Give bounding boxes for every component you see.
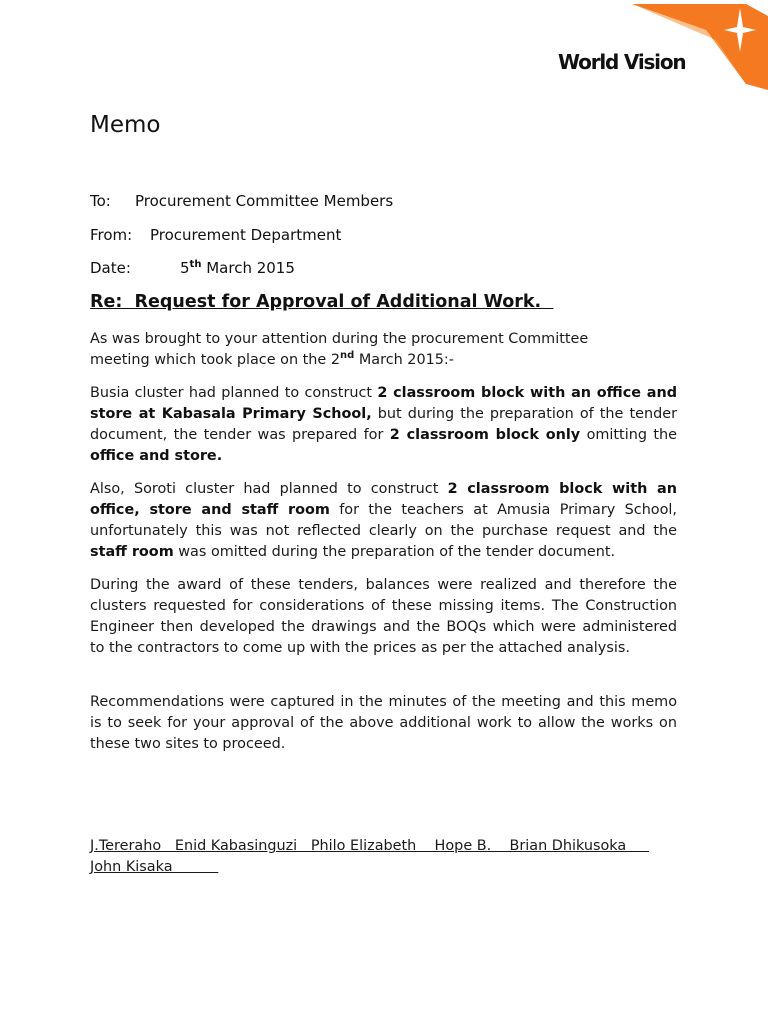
signatories-line-2: John Kisaka bbox=[90, 859, 219, 875]
paragraph-soroti bbox=[90, 479, 677, 563]
soroti-text-d: was omitted during the preparation of the tender document. bbox=[173, 544, 616, 560]
paragraph-intro bbox=[90, 329, 677, 371]
logo-text: World Vision bbox=[558, 50, 686, 74]
busia-bold-1: 2 classroom block with an office and store at Kabasala Primary School, bbox=[90, 385, 677, 422]
to-line bbox=[90, 192, 393, 210]
paragraph-recommendations: Recommendations were captured in the minutes of the meeting and this memo is to seek for your approval of the above additional work to allow the works on these two sites to proceed. bbox=[90, 694, 677, 752]
signatories-line-1: J.Tereraho Enid Kabasinguzi Philo Elizabeth Hope B. Brian Dhikusoka bbox=[90, 838, 650, 854]
busia-text-c: but during the preparation of the tender document, the tender was prepared for bbox=[90, 406, 677, 443]
paragraph-award: During the award of these tenders, balances were realized and therefore the clusters requested for considerations of these missing items. The Construction Engineer then developed the drawings and the BOQs which were administered to the contractors to come up with the prices as per the attached analysis. bbox=[90, 577, 677, 656]
intro-line-2-b: March 2015:- bbox=[354, 352, 454, 368]
intro-line-1: As was brought to your attention during the procurement Committee bbox=[90, 331, 589, 347]
date-day: 5 bbox=[180, 259, 190, 277]
from-value: Procurement Department bbox=[150, 226, 342, 244]
logo-corner-flag-icon bbox=[556, 0, 768, 90]
world-vision-logo bbox=[556, 0, 768, 90]
from-line bbox=[90, 226, 341, 244]
busia-text-a: Busia cluster had planned to construct bbox=[90, 385, 378, 401]
soroti-bold-1: 2 classroom block with an office, store and staff room bbox=[90, 481, 677, 518]
date-line bbox=[90, 259, 295, 277]
intro-line-2-a: meeting which took place on the 2 bbox=[90, 352, 340, 368]
to-label: To: bbox=[90, 192, 111, 210]
soroti-text-a: Also, Soroti cluster had planned to construct bbox=[90, 481, 448, 497]
from-label: From: bbox=[90, 226, 133, 244]
signatories bbox=[90, 836, 690, 878]
paragraph-busia bbox=[90, 383, 677, 467]
date-rest: March 2015 bbox=[201, 259, 295, 277]
intro-line-2 bbox=[90, 350, 677, 371]
busia-bold-3: office and store. bbox=[90, 448, 223, 464]
soroti-text-c: for the teachers at Amusia Primary School, unfortunately this was not reflected clearly on the purchase request and the bbox=[90, 502, 677, 539]
to-value: Procurement Committee Members bbox=[135, 192, 394, 210]
date-label: Date: bbox=[90, 259, 131, 277]
soroti-bold-2: staff room bbox=[90, 544, 174, 560]
busia-bold-2: 2 classroom block only bbox=[389, 427, 581, 443]
busia-text-d: omitting the bbox=[580, 427, 677, 443]
date-suffix: th bbox=[189, 259, 202, 270]
subject-line: Re: Request for Approval of Additional Work. bbox=[90, 292, 554, 312]
intro-line-2-sup: nd bbox=[340, 350, 355, 362]
memo-title: Memo bbox=[90, 112, 161, 138]
